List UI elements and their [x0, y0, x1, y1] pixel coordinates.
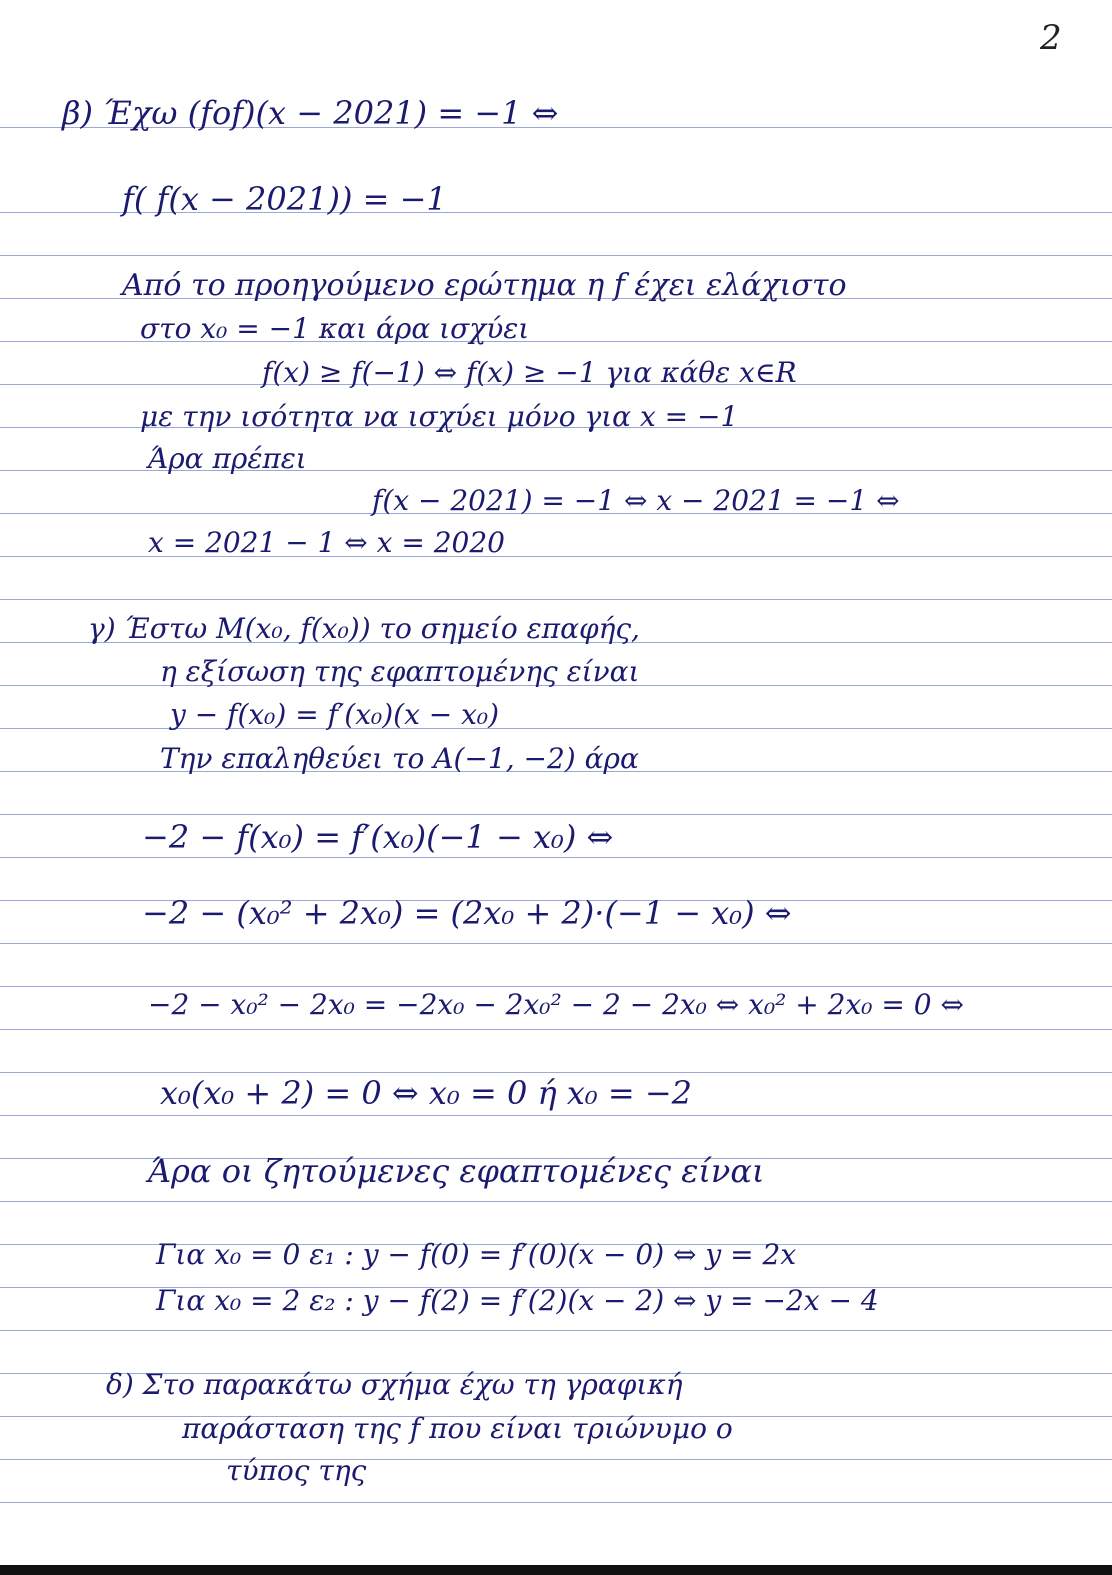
handwritten-line: −2 − x₀² − 2x₀ = −2x₀ − 2x₀² − 2 − 2x₀ ⇔ x₀² + 2x₀ = 0 ⇔ [148, 988, 964, 1021]
handwritten-line: Από το προηγούμενο ερώτημα η f έχει ελάχιστο [122, 268, 847, 303]
handwritten-line: με την ισότητα να ισχύει μόνο για x = −1 [140, 400, 739, 433]
handwritten-line: −2 − f(x₀) = f′(x₀)(−1 − x₀) ⇔ [142, 818, 614, 856]
ruled-line [0, 1330, 1112, 1331]
handwritten-line: γ) Έστω M(x₀, f(x₀)) το σημείο επαφής, [88, 612, 640, 645]
ruled-line [0, 986, 1112, 987]
handwritten-line: f( f(x − 2021)) = −1 [122, 180, 447, 218]
ruled-line [0, 943, 1112, 944]
ruled-line [0, 814, 1112, 815]
handwritten-line: η εξίσωση της εφαπτομένης είναι [160, 655, 640, 688]
handwritten-line: Άρα πρέπει [148, 442, 307, 475]
handwritten-line: y − f(x₀) = f′(x₀)(x − x₀) [170, 698, 500, 731]
ruled-line [0, 1072, 1112, 1073]
ruled-line [0, 1459, 1112, 1460]
handwritten-line: x₀(x₀ + 2) = 0 ⇔ x₀ = 0 ή x₀ = −2 [160, 1074, 693, 1112]
ruled-line [0, 728, 1112, 729]
handwritten-line: τύπος της [226, 1454, 367, 1487]
ruled-line [0, 857, 1112, 858]
handwritten-line: στο x₀ = −1 και άρα ισχύει [140, 312, 530, 345]
ruled-line [0, 1029, 1112, 1030]
handwritten-line: f(x) ≥ f(−1) ⇔ f(x) ≥ −1 για κάθε x∈R [262, 356, 797, 389]
handwritten-line: f(x − 2021) = −1 ⇔ x − 2021 = −1 ⇔ [372, 484, 900, 517]
ruled-line [0, 255, 1112, 256]
handwritten-line: δ) Στο παρακάτω σχήμα έχω τη γραφική [106, 1368, 683, 1401]
scan-edge-bar [0, 1565, 1112, 1575]
handwritten-line: Την επαληθεύει το A(−1, −2) άρα [160, 742, 639, 775]
ruled-line [0, 1502, 1112, 1503]
handwritten-line: Για x₀ = 2 ε₂ : y − f(2) = f′(2)(x − 2) ⇔ y = −2x − 4 [156, 1284, 879, 1317]
page-number: 2 [1040, 18, 1062, 58]
handwritten-line: Άρα οι ζητούμενες εφαπτομένες είναι [148, 1152, 765, 1190]
handwritten-line: παράσταση της f που είναι τριώνυμο ο [182, 1412, 733, 1445]
handwritten-line: Για x₀ = 0 ε₁ : y − f(0) = f′(0)(x − 0) ⇔ y = 2x [156, 1238, 797, 1271]
ruled-line [0, 599, 1112, 600]
handwritten-line: −2 − (x₀² + 2x₀) = (2x₀ + 2)·(−1 − x₀) ⇔ [142, 894, 792, 932]
handwritten-line: x = 2021 − 1 ⇔ x = 2020 [148, 526, 505, 559]
handwritten-line: β) Έχω (fof)(x − 2021) = −1 ⇔ [62, 94, 559, 132]
ruled-line [0, 1201, 1112, 1202]
ruled-line [0, 1115, 1112, 1116]
